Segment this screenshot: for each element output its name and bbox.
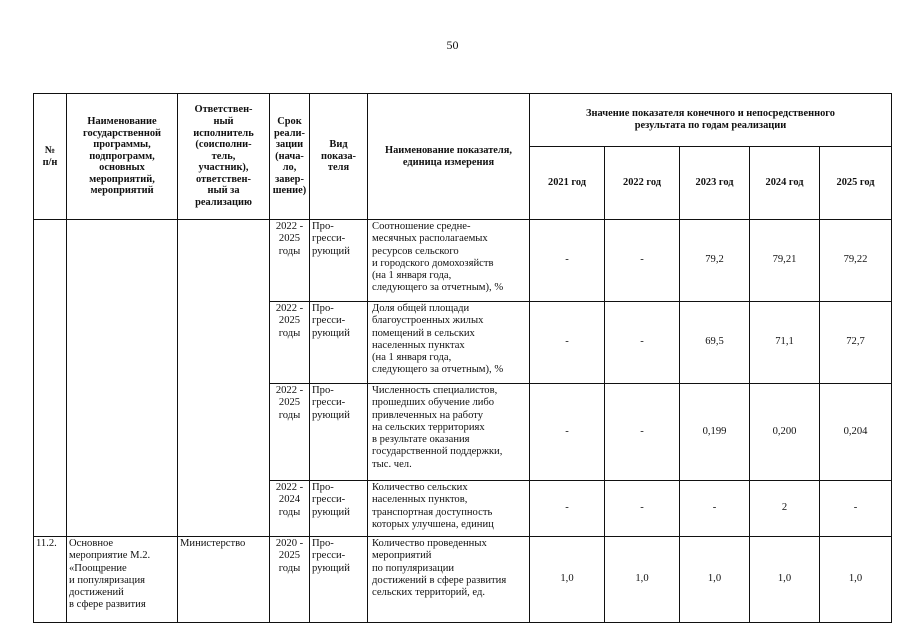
- header-num: № п/н: [34, 94, 67, 220]
- row-kind: Про- гресси- рующий: [310, 302, 368, 384]
- row-kind: Про- гресси- рующий: [310, 220, 368, 302]
- row-value-2021: -: [530, 481, 605, 537]
- row-value-2022: -: [605, 481, 680, 537]
- header-values-group: Значение показателя конечного и непосредственного результата по годам реализации: [530, 94, 892, 147]
- row-value-2025: 79,22: [820, 220, 892, 302]
- header-year-2022: 2022 год: [605, 147, 680, 220]
- row-value-2022: -: [605, 302, 680, 384]
- header-year-2021: 2021 год: [530, 147, 605, 220]
- row-term: 2022 - 2025 годы: [270, 302, 310, 384]
- row-term: 2022 - 2025 годы: [270, 384, 310, 481]
- row-value-2022: -: [605, 384, 680, 481]
- row-value-2024: 1,0: [750, 537, 820, 623]
- row-value-2025: 1,0: [820, 537, 892, 623]
- row-value-2024: 0,200: [750, 384, 820, 481]
- row-indicator: Доля общей площади благоустроенных жилых помещений в сельских населенных пунктах (на 1 января года, следующего за отчетным), %: [368, 302, 530, 384]
- row-value-2023: 0,199: [680, 384, 750, 481]
- page-number: 50: [446, 38, 459, 52]
- row-term: 2022 - 2024 годы: [270, 481, 310, 537]
- table-row: [34, 220, 892, 302]
- row-kind: Про- гресси- рующий: [310, 537, 368, 623]
- row-value-2021: 1,0: [530, 537, 605, 623]
- header-year-2025: 2025 год: [820, 147, 892, 220]
- row-kind: Про- гресси- рующий: [310, 384, 368, 481]
- row-value-2025: 72,7: [820, 302, 892, 384]
- row-value-2025: 0,204: [820, 384, 892, 481]
- row-executor: Министерство: [178, 537, 270, 623]
- row-value-2023: 1,0: [680, 537, 750, 623]
- row-indicator: Соотношение средне- месячных располагаемых ресурсов сельского и городского домохозяйств (на 1 января года, следующего за отчетным), %: [368, 220, 530, 302]
- row-value-2022: 1,0: [605, 537, 680, 623]
- row-value-2024: 79,21: [750, 220, 820, 302]
- row-value-2023: 79,2: [680, 220, 750, 302]
- row-value-2024: 2: [750, 481, 820, 537]
- row-value-2021: -: [530, 384, 605, 481]
- header-name: Наименование государственной программы, подпрограмм, основных мероприятий, мероприятий: [67, 94, 178, 220]
- row-num-empty: [34, 220, 67, 537]
- row-value-2022: -: [605, 220, 680, 302]
- row-executor-empty: [178, 220, 270, 537]
- header-term: Срок реали- зации (нача- ло, завер- шение): [270, 94, 310, 220]
- row-num: 11.2.: [34, 537, 67, 623]
- header-kind: Вид показа- теля: [310, 94, 368, 220]
- row-name-empty: [67, 220, 178, 537]
- row-indicator: Численность специалистов, прошедших обучение либо привлеченных на работу на сельских территориях в результате оказания государственной поддержки, тыс. чел.: [368, 384, 530, 481]
- indicators-table: [33, 93, 892, 623]
- row-term: 2022 - 2025 годы: [270, 220, 310, 302]
- row-term: 2020 - 2025 годы: [270, 537, 310, 623]
- row-indicator: Количество сельских населенных пунктов, транспортная доступность которых улучшена, единиц: [368, 481, 530, 537]
- row-value-2021: -: [530, 302, 605, 384]
- row-value-2023: -: [680, 481, 750, 537]
- row-indicator: Количество проведенных мероприятий по популяризации достижений в сфере развития сельских территорий, ед.: [368, 537, 530, 623]
- row-name: Основное мероприятие М.2. «Поощрение и популяризация достижений в сфере развития: [67, 537, 178, 623]
- header-year-2024: 2024 год: [750, 147, 820, 220]
- header-year-2023: 2023 год: [680, 147, 750, 220]
- row-value-2021: -: [530, 220, 605, 302]
- header-indicator: Наименование показателя, единица измерения: [368, 94, 530, 220]
- row-kind: Про- гресси- рующий: [310, 481, 368, 537]
- row-value-2023: 69,5: [680, 302, 750, 384]
- row-value-2024: 71,1: [750, 302, 820, 384]
- row-value-2025: -: [820, 481, 892, 537]
- table-row: [34, 537, 892, 623]
- header-executor: Ответствен- ный исполнитель (соисполни- тель, участник), ответствен- ный за реализацию: [178, 94, 270, 220]
